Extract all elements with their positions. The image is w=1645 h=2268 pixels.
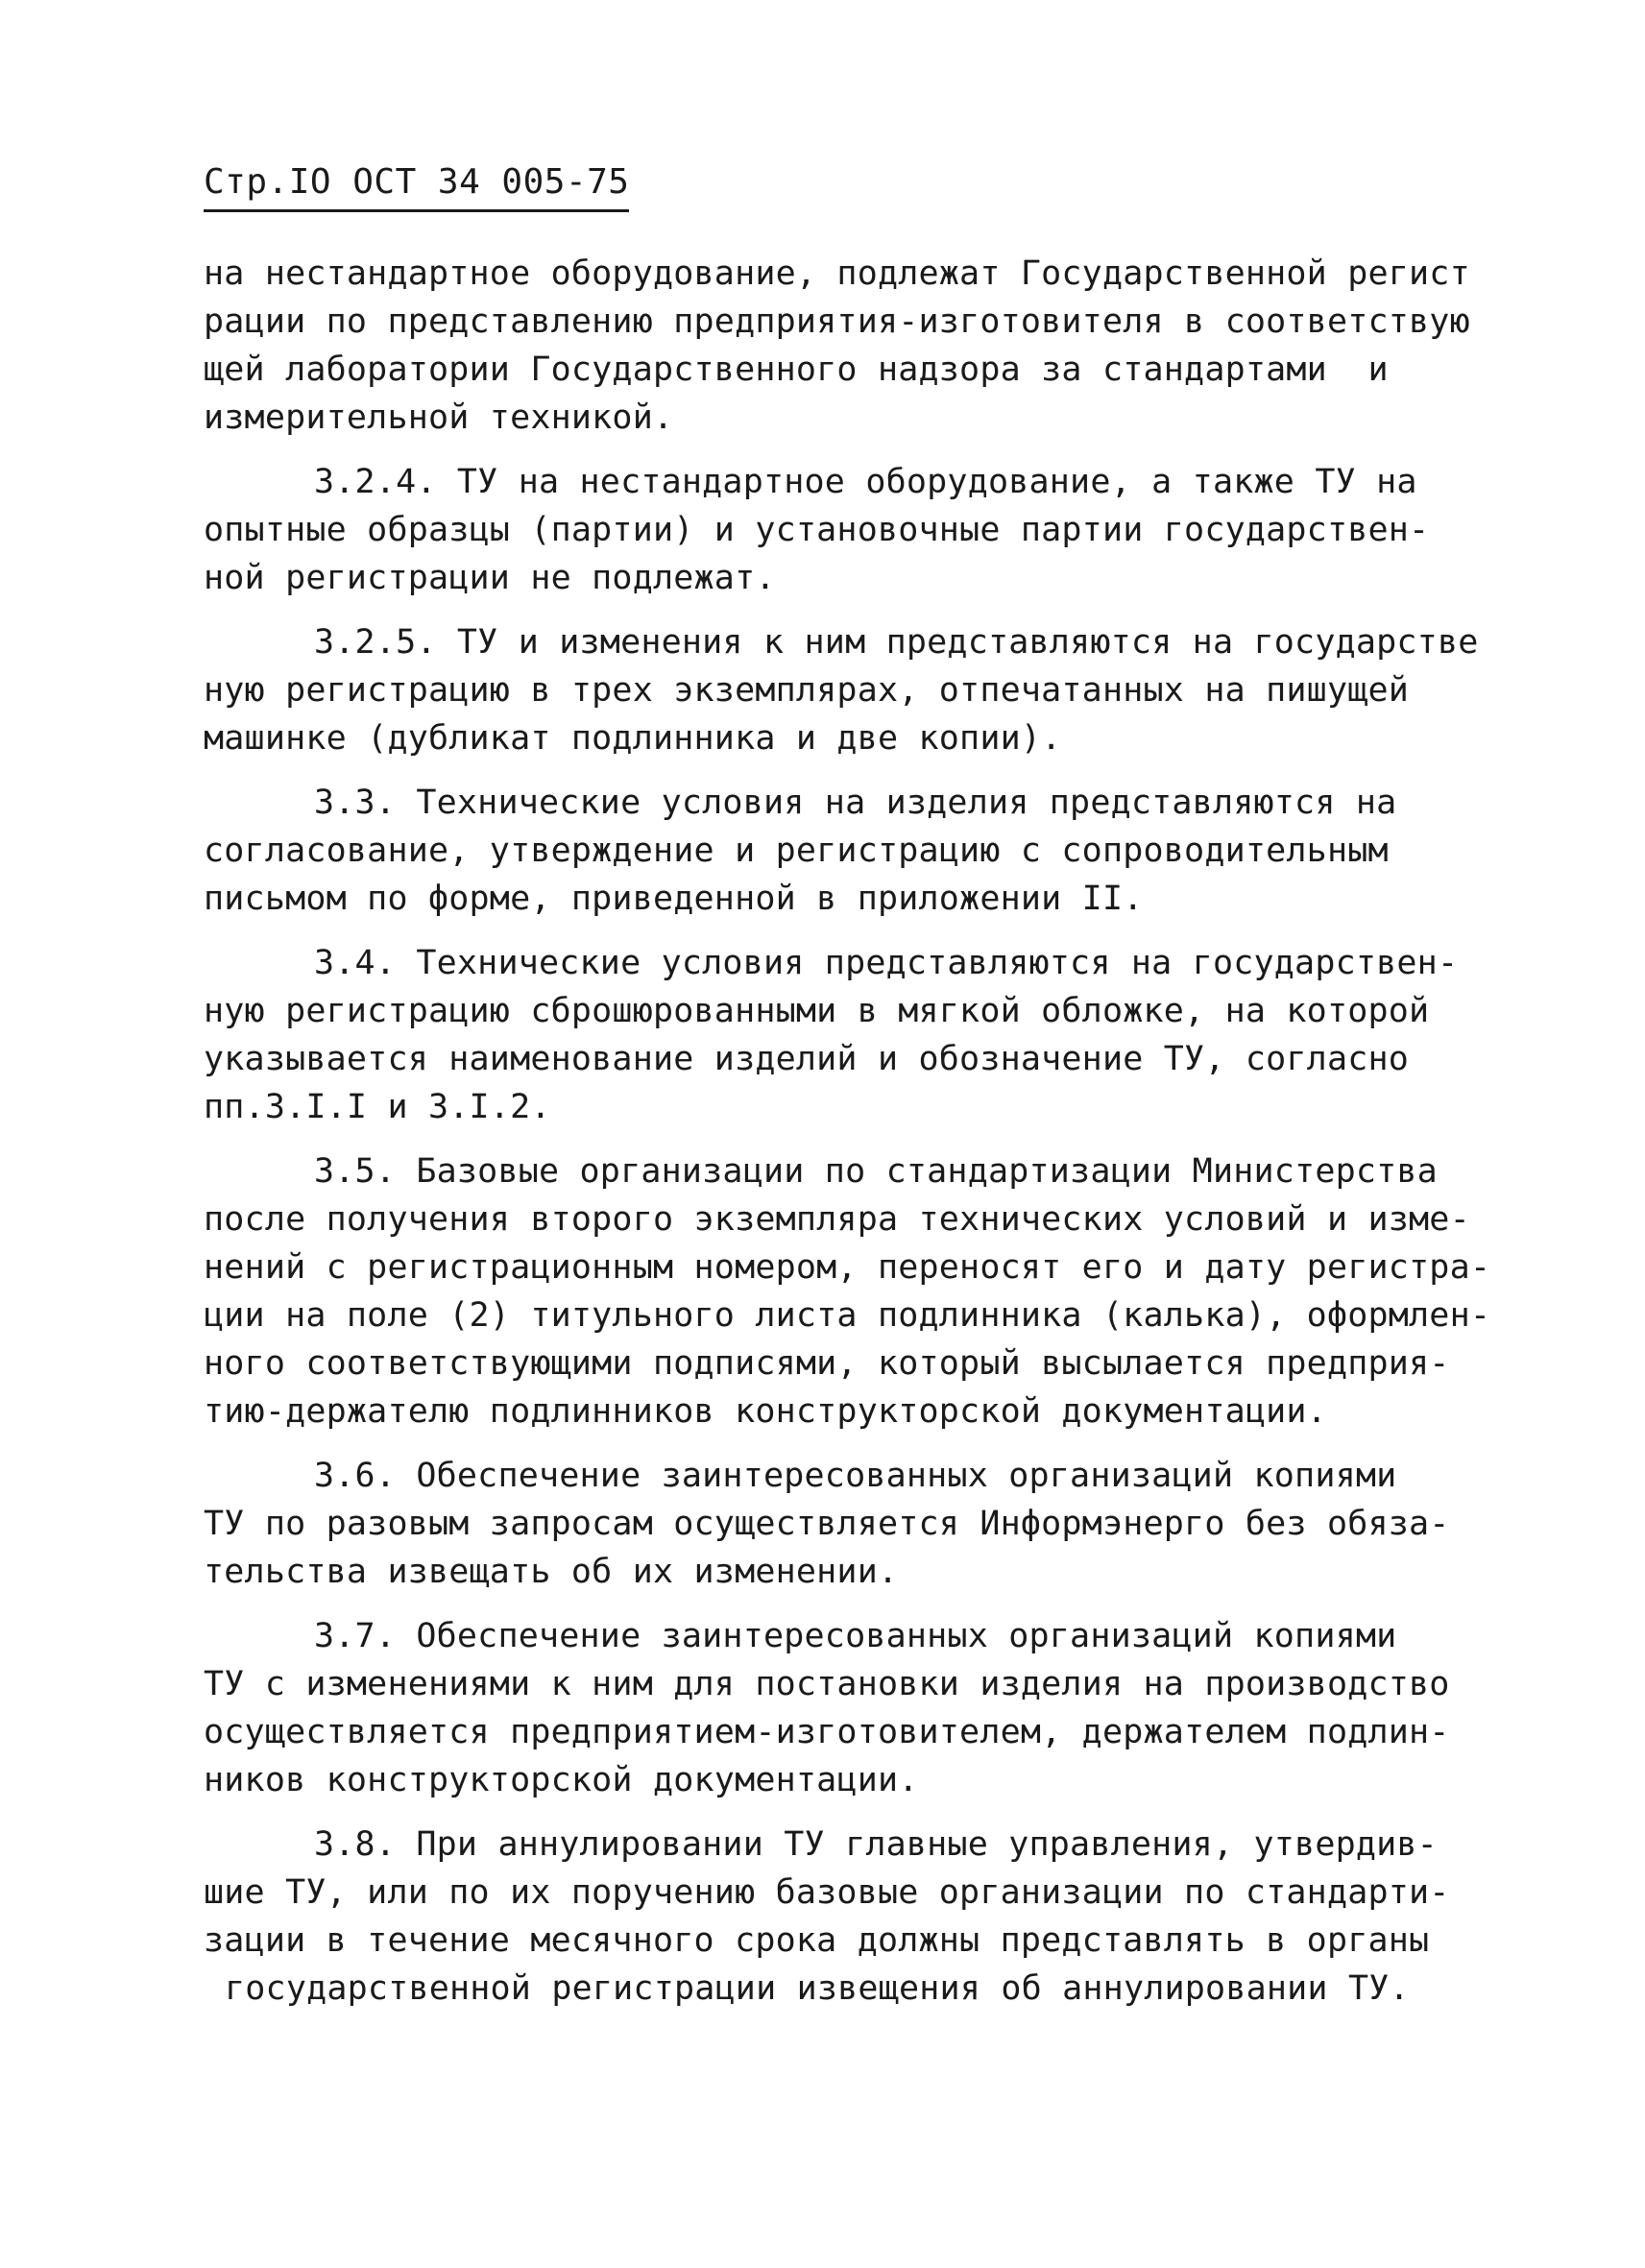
- paragraph-3-2-4: [204, 458, 1471, 602]
- text-line: опытные образцы (партии) и установочные партии государствен-: [204, 511, 1430, 549]
- paragraph-continuation: [204, 250, 1471, 442]
- paragraph-3-2-5: [204, 618, 1479, 762]
- paragraph-3-3: [204, 779, 1471, 923]
- paragraph-3-5: [204, 1147, 1491, 1436]
- text-line: машинке (дубликат подлинника и две копии).: [204, 719, 1062, 758]
- text-line: ников конструкторской документации.: [204, 1761, 919, 1799]
- text-line: ции на поле (2) титульного листа подлинника (калька), оформлен-: [204, 1296, 1491, 1335]
- text-line: пп.3.I.I и 3.I.2.: [204, 1088, 551, 1126]
- text-line: 3.4. Технические условия представляются на государствен-: [314, 944, 1459, 982]
- paragraph-3-8: [204, 1821, 1471, 2013]
- text-line: согласование, утверждение и регистрацию с сопроводительным: [204, 832, 1389, 870]
- document-body: [204, 250, 1491, 2029]
- text-line: ной регистрации не подлежат.: [204, 559, 776, 597]
- text-line: 3.2.4. ТУ на нестандартное оборудование, а также ТУ на: [314, 463, 1417, 501]
- text-line: на нестандартное оборудование, подлежат Государственной регист: [204, 254, 1470, 293]
- text-line: 3.5. Базовые организации по стандартизации Министерства: [314, 1152, 1438, 1191]
- text-line: ную регистрацию в трех экземплярах, отпечатанных на пишущей: [204, 671, 1410, 710]
- text-line: тельства извещать об их изменении.: [204, 1553, 899, 1591]
- paragraph-3-7: [204, 1612, 1471, 1804]
- text-line: 3.7. Обеспечение заинтересованных организаций копиями: [314, 1617, 1397, 1655]
- text-line: щей лаборатории Государственного надзора за стандартами и: [204, 350, 1389, 389]
- text-line: шие ТУ, или по их поручению базовые организации по стандарти-: [204, 1873, 1450, 1912]
- text-line: указывается наименование изделий и обозначение ТУ, согласно: [204, 1040, 1410, 1078]
- paragraph-3-6: [204, 1452, 1471, 1596]
- text-line: зации в течение месячного срока должны представлять в органы: [204, 1921, 1430, 1960]
- text-line: 3.2.5. ТУ и изменения к ним представляются на государстве: [314, 623, 1479, 662]
- text-line: осуществляется предприятием-изготовителем, держателем подлин-: [204, 1713, 1450, 1751]
- text-line: ТУ по разовым запросам осуществляется Информэнерго без обяза-: [204, 1505, 1450, 1543]
- text-line: после получения второго экземпляра технических условий и изме-: [204, 1200, 1470, 1239]
- page-header: Стр.IO ОСТ 34 005-75: [204, 161, 629, 212]
- text-line: рации по представлению предприятия-изготовителя в соответствую: [204, 302, 1470, 341]
- text-line: ного соответствующими подписями, который высылается предприя-: [204, 1344, 1450, 1383]
- text-line: нений с регистрационным номером, переносят его и дату регистра-: [204, 1248, 1491, 1287]
- text-line: измерительной техникой.: [204, 398, 674, 437]
- paragraph-3-4: [204, 939, 1471, 1131]
- text-line: 3.8. При аннулировании ТУ главные управления, утвердив-: [314, 1825, 1438, 1864]
- text-line: 3.3. Технические условия на изделия представляются на: [314, 784, 1397, 822]
- text-line: государственной регистрации извещения об аннулировании ТУ.: [225, 1969, 1410, 2008]
- text-line: тию-держателю подлинников конструкторской документации.: [204, 1392, 1327, 1431]
- text-line: 3.6. Обеспечение заинтересованных организаций копиями: [314, 1457, 1397, 1495]
- text-line: письмом по форме, приведенной в приложении II.: [204, 880, 1144, 918]
- text-line: ТУ с изменениями к ним для постановки изделия на производство: [204, 1665, 1450, 1703]
- text-line: ную регистрацию сброшюрованными в мягкой обложке, на которой: [204, 992, 1430, 1030]
